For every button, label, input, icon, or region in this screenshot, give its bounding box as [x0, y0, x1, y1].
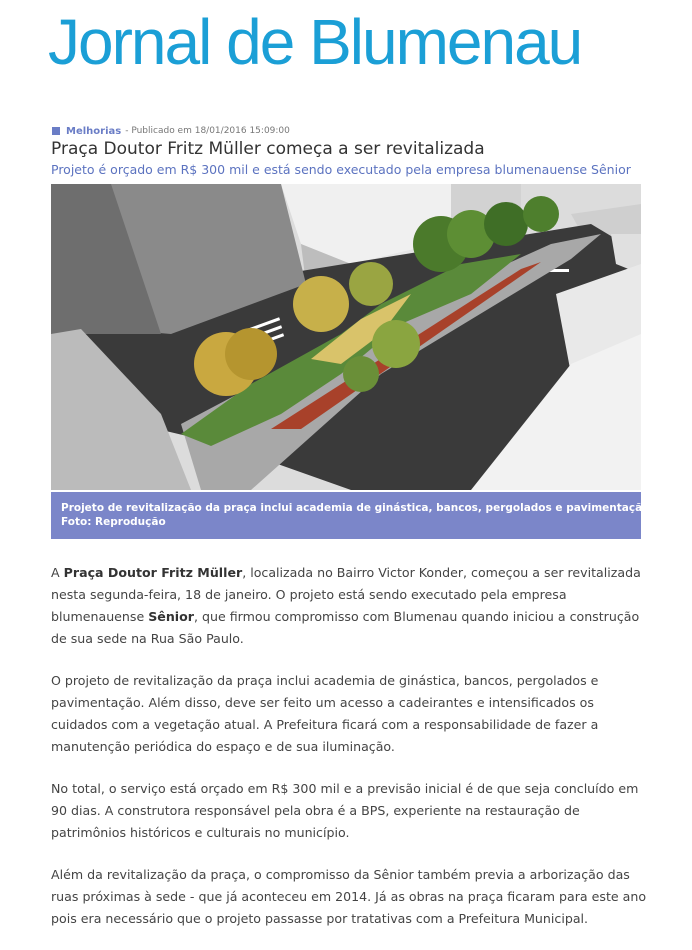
- paragraph-line: nesta segunda-feira, 18 de janeiro. O projeto está sendo executado pela empresa: [51, 587, 567, 602]
- paragraph-line: pois era necessário que o projeto passasse por tratativas com a Prefeitura Municipal.: [51, 911, 589, 926]
- paragraph-line: O projeto de revitalização da praça inclui academia de ginástica, bancos, pergolados e: [51, 673, 599, 688]
- paragraph-4: [51, 864, 651, 930]
- paragraph-line: Além da revitalização da praça, o compromisso da Sênior também previa a arborização das: [51, 867, 630, 882]
- paragraph-line: [51, 562, 651, 584]
- publish-date: - Publicado em 18/01/2016 15:09:00: [125, 126, 290, 136]
- paragraph-line: [51, 606, 651, 628]
- photo-caption: [51, 492, 650, 539]
- article-subheadline: Projeto é orçado em R$ 300 mil e está sendo executado pela empresa blumenauense Sênior: [51, 162, 631, 177]
- article-meta: [52, 124, 290, 138]
- company-name-bold: Sênior: [148, 609, 194, 624]
- text-span: A: [51, 565, 64, 580]
- paragraph-2: [51, 670, 651, 758]
- paragraph-3: [51, 778, 651, 844]
- paragraph-line: 90 dias. A construtora responsável pela obra é a BPS, experiente na restauração de: [51, 803, 580, 818]
- caption-credit: Foto: Reprodução: [61, 516, 166, 528]
- text-span: , que firmou compromisso com Blumenau quando iniciou a construção: [193, 609, 640, 624]
- text-span: blumenauense: [51, 609, 149, 624]
- article-headline: Praça Doutor Fritz Müller começa a ser revitalizada: [51, 139, 485, 159]
- place-name-bold: Praça Doutor Fritz Müller: [63, 565, 243, 580]
- paragraph-line: patrimônios históricos e culturais no município.: [51, 825, 350, 840]
- paragraph-1: [51, 562, 651, 650]
- paragraph-line: pavimentação. Além disso, deve ser feito um acesso a cadeirantes e intensificados os: [51, 695, 594, 710]
- plaza-render-illustration: [51, 184, 641, 490]
- paragraph-line: No total, o serviço está orçado em R$ 300 mil e a previsão inicial é de que seja concluído em: [51, 781, 639, 796]
- article-photo: [51, 184, 641, 490]
- paragraph-line: ruas próximas à sede - que já aconteceu em 2014. Já as obras na praça ficaram para este ano: [51, 889, 647, 904]
- paragraph-line: manutenção periódica do espaço e de sua iluminação.: [51, 739, 395, 754]
- article-body: [51, 562, 651, 950]
- paragraph-line: cuidados com a vegetação atual. A Prefeitura ficará com a responsabilidade de fazer a: [51, 717, 599, 732]
- category-square-icon: [52, 127, 60, 135]
- text-span: , localizada no Bairro Victor Konder, começou a ser revitalizada: [242, 565, 641, 580]
- caption-text: Projeto de revitalização da praça inclui academia de ginástica, bancos, pergolados e pavimentação: [61, 502, 650, 514]
- paragraph-line: de sua sede na Rua São Paulo.: [51, 631, 244, 646]
- site-logo[interactable]: Jornal de Blumenau: [48, 6, 582, 78]
- category-link[interactable]: Melhorias: [66, 125, 122, 137]
